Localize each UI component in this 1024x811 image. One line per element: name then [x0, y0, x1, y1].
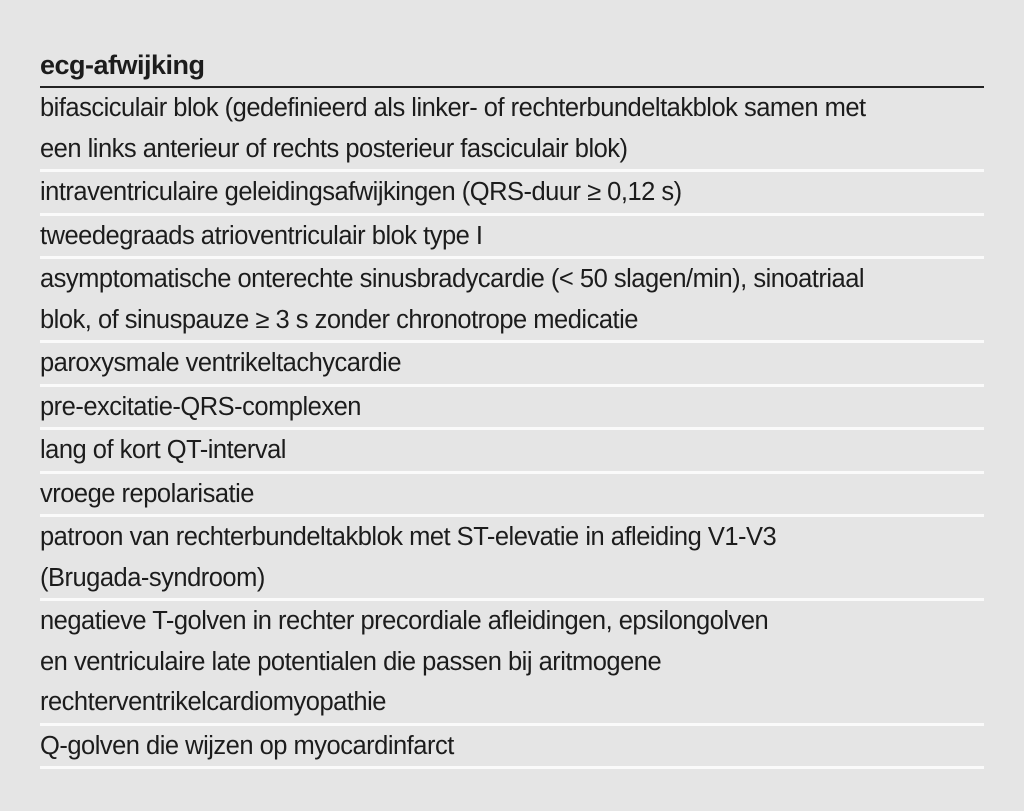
table-row-line: vroege repolarisatie — [40, 479, 254, 508]
table-row-line: een links anterieur of rechts posterieur fasciculair blok) — [40, 134, 628, 163]
table-row-line: lang of kort QT-interval — [40, 436, 286, 464]
table-row — [40, 517, 984, 601]
table-row-line: tweedegraads atrioventriculair blok type I — [40, 221, 483, 250]
table-row-line: asymptomatische onterechte sinusbradycardie (< 50 slagen/min), sinoatriaal — [40, 265, 865, 293]
table-row — [40, 430, 984, 474]
table-row — [40, 387, 984, 431]
table-row-line: (Brugada-syndroom) — [40, 563, 265, 592]
table-row — [40, 216, 984, 260]
table-row-line: Q-golven die wijzen op myocardinfarct — [40, 731, 454, 760]
table-row-line: patroon van rechterbundeltakblok met ST-elevatie in afleiding V1-V3 — [40, 523, 777, 551]
table-row-line: bifasciculair blok (gedefinieerd als linker- of rechterbundeltakblok samen met — [40, 94, 866, 122]
table-row — [40, 601, 984, 726]
table-row-line: blok, of sinuspauze ≥ 3 s zonder chronotrope medicatie — [40, 305, 638, 334]
table-row-line: rechterventrikelcardiomyopathie — [40, 688, 386, 716]
table-row-line: negatieve T-golven in rechter precordiale afleidingen, epsilongolven — [40, 607, 769, 635]
ecg-abnormality-table — [40, 45, 984, 769]
table-body — [40, 88, 984, 769]
table-row — [40, 343, 984, 387]
table-row — [40, 474, 984, 518]
table-row-line: intraventriculaire geleidingsafwijkingen (QRS-duur ≥ 0,12 s) — [40, 178, 682, 206]
table-row-line: en ventriculaire late potentialen die passen bij aritmogene — [40, 647, 662, 676]
table-row — [40, 172, 984, 216]
table-header: ecg-afwijking — [40, 45, 984, 88]
table-row — [40, 88, 984, 172]
table-row-line: paroxysmale ventrikeltachycardie — [40, 349, 401, 377]
table-row — [40, 726, 984, 770]
table-row — [40, 259, 984, 343]
table-row-line: pre-excitatie-QRS-complexen — [40, 392, 361, 421]
